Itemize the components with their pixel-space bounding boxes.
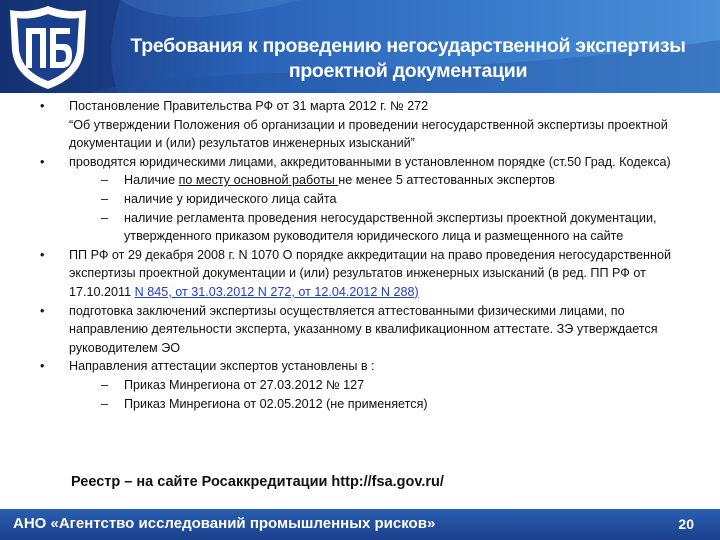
title-line-2: проектной документации: [288, 60, 528, 82]
bullet-list: [40, 97, 695, 413]
list-item-text: Направления аттестации экспертов установлены в :: [69, 359, 375, 374]
list-item: [40, 246, 695, 302]
sub-list: [69, 376, 695, 413]
sub-item-text: наличие регламента проведения негосударственной экспертизы проектной документации, утвержденного приказом руководителя юридического лица и размещенного на сайте: [124, 210, 657, 244]
list-item: [40, 153, 695, 246]
list-item: [40, 357, 695, 413]
sub-item-text: наличие у юридического лица сайта: [124, 191, 337, 206]
decree-title: • Постановление Правительства РФ от 31 марта 2012 г. № 272: [69, 99, 429, 113]
list-item-text: подготовка заключений экспертизы осуществляется аттестованными физическими лицами, по направлению деятельности эксперта, указанному в квалификационном аттестате. ЗЭ утверждается руководителем ЭО: [69, 303, 658, 355]
decree-description: “Об утверждении Положения об организации и проведении негосударственной экспертизы проектной документации и (или) результатов инженерных изысканий”: [69, 117, 668, 151]
amendments-link[interactable]: N 845, от 31.03.2012 N 272, от 12.04.2012 N 288): [134, 284, 419, 299]
footer-org-name: АНО «Агентство исследований промышленных рисков»: [13, 515, 436, 532]
list-item: [40, 302, 695, 358]
sub-item-text: Приказ Минрегиона от 02.05.2012 (не применяется): [124, 396, 428, 411]
sub-list: [69, 171, 695, 245]
sub-list-item: [101, 171, 695, 190]
sub-list-item: [101, 190, 695, 209]
shield-logo-icon: [6, 2, 90, 92]
sub-list-item: [101, 376, 695, 395]
footer-bar: [0, 509, 720, 540]
underlined-text: по месту основной работы: [178, 173, 339, 188]
sub-item-prefix: Наличие: [124, 173, 179, 188]
sub-item-text: Приказ Минрегиона от 27.03.2012 № 127: [124, 377, 365, 392]
sub-item-suffix: не менее 5 аттестованных экспертов: [338, 173, 555, 188]
header-banner: [0, 0, 720, 93]
page-number: 20: [678, 516, 694, 532]
page-title: [96, 34, 720, 84]
registry-note: Реестр – на сайте Росаккредитации http://fsa.gov.ru/: [71, 474, 444, 490]
sub-list-item: [101, 209, 695, 246]
sub-list-item: [101, 395, 695, 414]
list-item-text: ПП РФ от 29 декабря 2008 г. N 1070 О порядке аккредитации на право проведения негосударственной экспертизы проектной документации и (или) результатов инженерных изысканий (в ред. ПП РФ от 17.10.2011: [69, 247, 671, 299]
list-item-text: проводятся юридическими лицами, аккредитованными в установленном порядке (ст.50 Град. Кодекса): [69, 154, 671, 169]
title-line-1: Требования к проведению негосударственной экспертизы: [130, 35, 686, 57]
list-item: [40, 97, 695, 153]
slide-content: [40, 97, 695, 413]
